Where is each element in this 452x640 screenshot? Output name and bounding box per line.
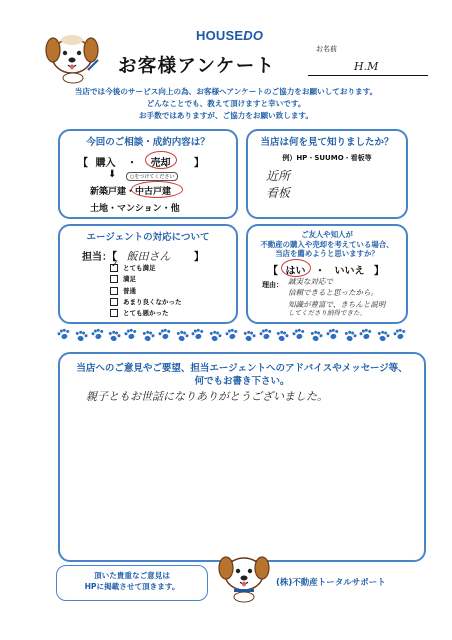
- q4-box: [246, 224, 408, 324]
- paw-print-icon: [191, 329, 205, 342]
- q5-box: [58, 352, 426, 562]
- option-row[interactable]: [110, 308, 182, 319]
- q5-title-line-1: 当店へのご意見やご要望、担当エージェントへのアドバイスやメッセージ等、: [76, 363, 408, 374]
- check-mark-icon: ✓: [111, 260, 119, 270]
- hand-circle: [281, 259, 311, 277]
- opt-buy: 購入: [95, 158, 116, 169]
- intro-line-1: 当店では今後のサービス向上の為、お客様へアンケートのご協力をお願いしております。: [74, 87, 378, 96]
- paw-print-icon: [242, 331, 256, 344]
- name-label: お名前: [316, 45, 337, 53]
- footer-notice: [57, 570, 207, 592]
- q1-row2: [90, 184, 171, 197]
- q2-answer-2: 看板: [266, 186, 291, 200]
- q1-title: 今回のご相談・成約内容は？: [86, 137, 210, 148]
- reason-line-2: 信頼できると思ったから。: [288, 288, 378, 297]
- q2-answer-1: 近所: [266, 169, 291, 183]
- option-label: あまり良くなかった: [123, 297, 182, 306]
- q2-title: 当店は何を見て知りましたか？: [260, 137, 394, 148]
- option-label: とても悪かった: [123, 309, 169, 318]
- q5-comment: 親子ともお世話になりありがとうございました。: [86, 390, 328, 403]
- q2-box: [246, 129, 408, 219]
- brand-logo: [196, 28, 263, 43]
- reason-line-3: 知識が豊富で、きちんと説明: [288, 300, 386, 309]
- opt-yes: はい: [285, 266, 306, 277]
- name-value: H.M: [354, 60, 379, 73]
- name-underline: [308, 75, 428, 76]
- paw-print-icon: [376, 331, 390, 344]
- q1-row2-circled-text: 中古戸建: [135, 187, 172, 197]
- agent-name: 飯田さん: [126, 250, 171, 263]
- q1-options: [78, 154, 204, 169]
- brand-do: DO: [243, 28, 264, 43]
- opt-dot: ・: [126, 158, 137, 169]
- paw-print-icon: [107, 331, 121, 344]
- opt-sell-circled: [148, 154, 172, 169]
- hand-circle: [145, 151, 177, 169]
- bracket-close: 】: [193, 158, 204, 169]
- checkbox[interactable]: [110, 287, 118, 295]
- dog-mascot-icon: [212, 546, 276, 604]
- q1-row3: 土地・マンション・他: [90, 204, 180, 214]
- q1-row2-text: 新築戸建・: [90, 187, 136, 197]
- q5-title-line-2: 何でもお書き下さい。: [194, 376, 290, 387]
- paw-print-icon: [175, 331, 189, 344]
- q4-title-line-2: 不動産の購入や売却を考えている場合、: [260, 239, 394, 249]
- q3-options: [110, 260, 182, 319]
- brand-house: HOUSE: [196, 28, 244, 43]
- option-label: とても満足: [123, 264, 156, 272]
- q4-title-line-3: 当店を薦めようと思いますか？: [275, 249, 379, 258]
- q1-note: ○をつけてください: [126, 172, 178, 181]
- q1-box: [58, 129, 238, 219]
- checkbox[interactable]: [110, 275, 118, 283]
- option-row[interactable]: [110, 286, 182, 297]
- intro-line-2: どんなことでも、教えて頂けますと幸いです。: [146, 99, 306, 108]
- agent-label: 担当：【: [82, 252, 117, 263]
- paw-print-icon: [259, 329, 273, 342]
- company-name: (株)不動産トータルサポート: [276, 578, 386, 588]
- option-label: 普通: [123, 286, 136, 295]
- q4-title: [248, 230, 406, 259]
- paw-print-icon: [309, 331, 323, 344]
- reason-line-4: してくださり納得できた。: [288, 309, 366, 317]
- page-title: お客様アンケート: [118, 56, 276, 77]
- checkbox[interactable]: [110, 298, 118, 306]
- paw-print-icon: [225, 329, 239, 342]
- opt-dot: ・: [314, 266, 325, 277]
- q3-title: エージェントの対応について: [86, 232, 210, 243]
- q3-agent: [82, 248, 204, 264]
- checkbox[interactable]: [110, 260, 119, 272]
- option-label: 満足: [123, 275, 136, 284]
- paw-print-icon: [326, 329, 340, 342]
- paw-print-icon: [343, 331, 357, 344]
- paw-divider: [58, 330, 408, 342]
- checkbox[interactable]: [110, 309, 118, 317]
- agent-bracket-close: 】: [193, 252, 204, 263]
- opt-no: いいえ: [334, 266, 365, 277]
- paw-print-icon: [124, 329, 138, 342]
- q5-title: [60, 362, 424, 388]
- paw-print-icon: [292, 329, 306, 342]
- option-row[interactable]: [110, 260, 182, 274]
- option-row[interactable]: [110, 274, 182, 285]
- footer-notice-line-1: 頂いた貴重なご意見は: [94, 571, 170, 580]
- bracket-open: 【: [78, 158, 88, 169]
- q3-box: [58, 224, 238, 324]
- reason-label: 理由：: [262, 281, 283, 289]
- hand-circle: [131, 181, 183, 198]
- bracket-close: 】: [373, 266, 384, 277]
- paw-print-icon: [91, 329, 105, 342]
- dog-mascot-icon: [40, 26, 104, 84]
- paw-print-icon: [158, 329, 172, 342]
- paw-print-icon: [57, 329, 71, 342]
- paw-print-icon: [141, 331, 155, 344]
- q4-options: [268, 262, 384, 277]
- q1-row2-circled: [135, 184, 171, 197]
- paw-print-icon: [275, 331, 289, 344]
- q2-example: 例）HP・SUUMO・看板等: [282, 154, 372, 162]
- intro-line-3: お手数ではありますが、ご協力をお願い致します。: [138, 111, 314, 120]
- footer-notice-box: [56, 565, 208, 601]
- opt-yes-circled: [285, 262, 305, 277]
- paw-print-icon: [208, 331, 222, 344]
- bracket-open: 【: [268, 266, 278, 277]
- opt-sell: 売却: [150, 158, 171, 169]
- reason-line-1: 誠実な対応で: [288, 277, 333, 286]
- paw-print-icon: [74, 331, 88, 344]
- footer-notice-line-2: HPに掲載させて頂きます。: [84, 582, 180, 591]
- paw-print-icon: [393, 329, 407, 342]
- paw-print-icon: [359, 329, 373, 342]
- down-arrow-icon: ⬇: [108, 169, 117, 180]
- q4-title-line-1: ご友人や知人が: [301, 230, 353, 239]
- option-row[interactable]: [110, 297, 182, 308]
